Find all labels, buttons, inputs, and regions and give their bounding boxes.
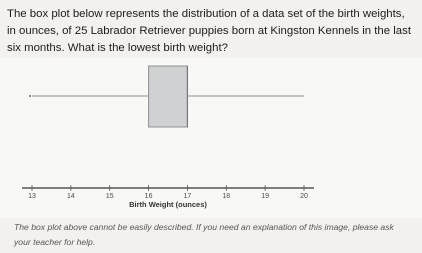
x-axis-title: Birth Weight (ounces) bbox=[129, 200, 207, 209]
x-axis-tick-label: 14 bbox=[66, 193, 75, 200]
box-plot-chart bbox=[0, 58, 422, 218]
x-axis-tick-label: 19 bbox=[261, 193, 270, 200]
x-axis-tick-label: 15 bbox=[105, 193, 114, 200]
box-q1-q3 bbox=[149, 66, 188, 127]
x-axis-tick-label: 20 bbox=[300, 193, 308, 200]
x-axis-tick-label: 16 bbox=[144, 193, 153, 200]
x-axis-tick-label: 18 bbox=[222, 193, 231, 200]
x-axis-tick-label: 13 bbox=[28, 193, 36, 200]
question-text: The box plot below represents the distribution of a data set of the birth weights, in ounces, of 25 Labrador Retriever puppies born at Kingston Kennels in the last six months. What is the lowest birth weight? bbox=[7, 8, 411, 54]
image-description-note: The box plot above cannot be easily described. If you need an explanation of this image, please ask your teacher for help. bbox=[14, 222, 394, 247]
min-point bbox=[29, 95, 31, 97]
x-axis-tick-label: 17 bbox=[183, 193, 192, 200]
box-plot-figure bbox=[0, 58, 422, 218]
